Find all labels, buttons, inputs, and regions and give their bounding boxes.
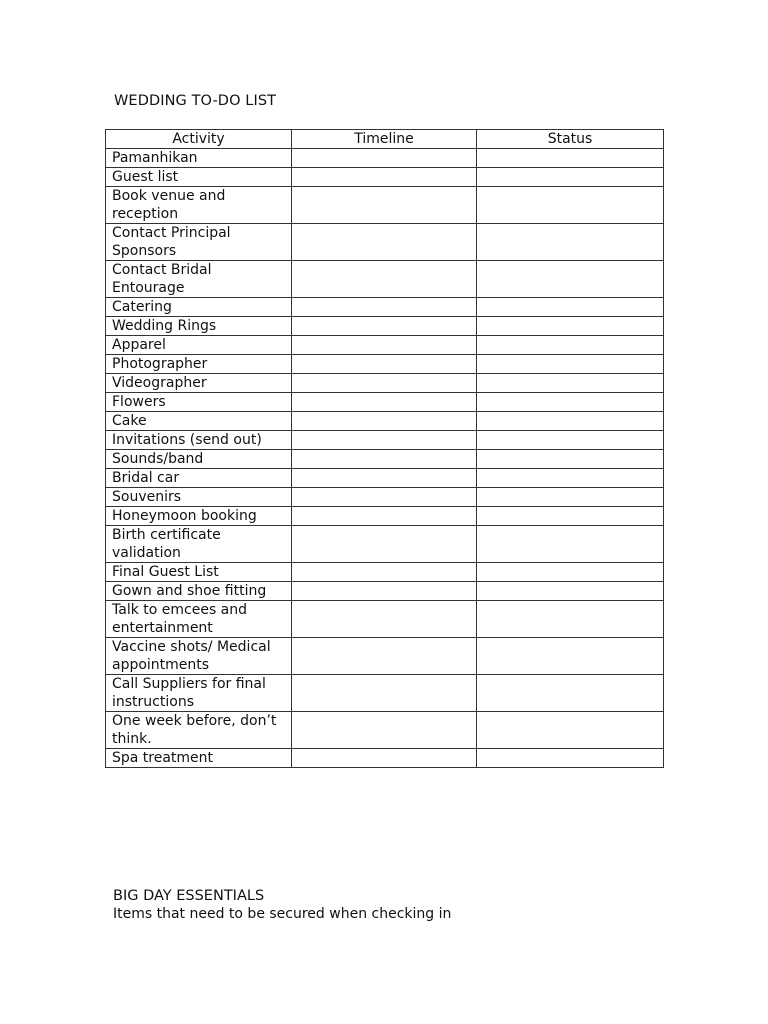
table-row: [106, 488, 664, 507]
table-row: [106, 168, 664, 187]
activity-cell: Final Guest List: [106, 563, 292, 582]
status-cell: [477, 298, 664, 317]
activity-cell: Contact Principal Sponsors: [106, 224, 292, 261]
activity-cell: Sounds/band: [106, 450, 292, 469]
table-row: [106, 317, 664, 336]
activity-cell: Contact Bridal Entourage: [106, 261, 292, 298]
status-cell: [477, 601, 664, 638]
timeline-cell: [292, 298, 477, 317]
big-day-essentials-heading: BIG DAY ESSENTIALS: [113, 888, 265, 904]
timeline-cell: [292, 412, 477, 431]
activity-cell: Honeymoon booking: [106, 507, 292, 526]
table-row: [106, 393, 664, 412]
status-cell: [477, 507, 664, 526]
status-cell: [477, 638, 664, 675]
status-cell: [477, 582, 664, 601]
status-cell: [477, 355, 664, 374]
status-cell: [477, 261, 664, 298]
table-row: [106, 261, 664, 298]
timeline-cell: [292, 431, 477, 450]
status-cell: [477, 431, 664, 450]
timeline-cell: [292, 224, 477, 261]
activity-cell: Pamanhikan: [106, 149, 292, 168]
status-cell: [477, 168, 664, 187]
activity-cell: Wedding Rings: [106, 317, 292, 336]
activity-cell: Invitations (send out): [106, 431, 292, 450]
activity-cell: Bridal car: [106, 469, 292, 488]
timeline-cell: [292, 563, 477, 582]
status-cell: [477, 469, 664, 488]
status-cell: [477, 450, 664, 469]
timeline-cell: [292, 638, 477, 675]
table-row: [106, 469, 664, 488]
activity-cell: Book venue and reception: [106, 187, 292, 224]
timeline-cell: [292, 355, 477, 374]
status-cell: [477, 563, 664, 582]
table-row: [106, 355, 664, 374]
table-row: [106, 675, 664, 712]
activity-cell: Catering: [106, 298, 292, 317]
timeline-cell: [292, 374, 477, 393]
big-day-essentials-subtitle: Items that need to be secured when checking in: [113, 906, 452, 922]
timeline-cell: [292, 187, 477, 224]
status-cell: [477, 374, 664, 393]
table-body: [106, 149, 664, 768]
timeline-cell: [292, 336, 477, 355]
table-row: [106, 450, 664, 469]
status-cell: [477, 393, 664, 412]
status-cell: [477, 526, 664, 563]
timeline-cell: [292, 507, 477, 526]
status-cell: [477, 317, 664, 336]
activity-cell: Gown and shoe fitting: [106, 582, 292, 601]
table-row: [106, 507, 664, 526]
table-row: [106, 563, 664, 582]
timeline-cell: [292, 149, 477, 168]
activity-cell: Flowers: [106, 393, 292, 412]
table-row: [106, 749, 664, 768]
page-title: WEDDING TO-DO LIST: [114, 93, 277, 109]
column-header-status: Status: [477, 130, 664, 149]
table-row: [106, 336, 664, 355]
activity-cell: Apparel: [106, 336, 292, 355]
status-cell: [477, 675, 664, 712]
timeline-cell: [292, 712, 477, 749]
table-row: [106, 149, 664, 168]
timeline-cell: [292, 393, 477, 412]
status-cell: [477, 336, 664, 355]
timeline-cell: [292, 488, 477, 507]
status-cell: [477, 224, 664, 261]
timeline-cell: [292, 526, 477, 563]
activity-cell: Birth certificate validation: [106, 526, 292, 563]
table-row: [106, 412, 664, 431]
activity-cell: Souvenirs: [106, 488, 292, 507]
timeline-cell: [292, 450, 477, 469]
timeline-cell: [292, 317, 477, 336]
table-header-row: [106, 130, 664, 149]
table-row: [106, 374, 664, 393]
status-cell: [477, 412, 664, 431]
table-row: [106, 638, 664, 675]
status-cell: [477, 149, 664, 168]
column-header-timeline: Timeline: [292, 130, 477, 149]
table-row: [106, 298, 664, 317]
wedding-todo-table: [105, 129, 664, 768]
activity-cell: Videographer: [106, 374, 292, 393]
timeline-cell: [292, 675, 477, 712]
activity-cell: Call Suppliers for final instructions: [106, 675, 292, 712]
table-row: [106, 526, 664, 563]
status-cell: [477, 749, 664, 768]
timeline-cell: [292, 469, 477, 488]
table-row: [106, 187, 664, 224]
status-cell: [477, 712, 664, 749]
activity-cell: Vaccine shots/ Medical appointments: [106, 638, 292, 675]
table-row: [106, 601, 664, 638]
activity-cell: Spa treatment: [106, 749, 292, 768]
table-row: [106, 224, 664, 261]
timeline-cell: [292, 168, 477, 187]
status-cell: [477, 488, 664, 507]
activity-cell: Talk to emcees and entertainment: [106, 601, 292, 638]
table-row: [106, 712, 664, 749]
table-row: [106, 431, 664, 450]
activity-cell: Guest list: [106, 168, 292, 187]
activity-cell: One week before, don’t think.: [106, 712, 292, 749]
timeline-cell: [292, 749, 477, 768]
table-row: [106, 582, 664, 601]
timeline-cell: [292, 601, 477, 638]
activity-cell: Photographer: [106, 355, 292, 374]
status-cell: [477, 187, 664, 224]
timeline-cell: [292, 582, 477, 601]
column-header-activity: Activity: [106, 130, 292, 149]
timeline-cell: [292, 261, 477, 298]
activity-cell: Cake: [106, 412, 292, 431]
